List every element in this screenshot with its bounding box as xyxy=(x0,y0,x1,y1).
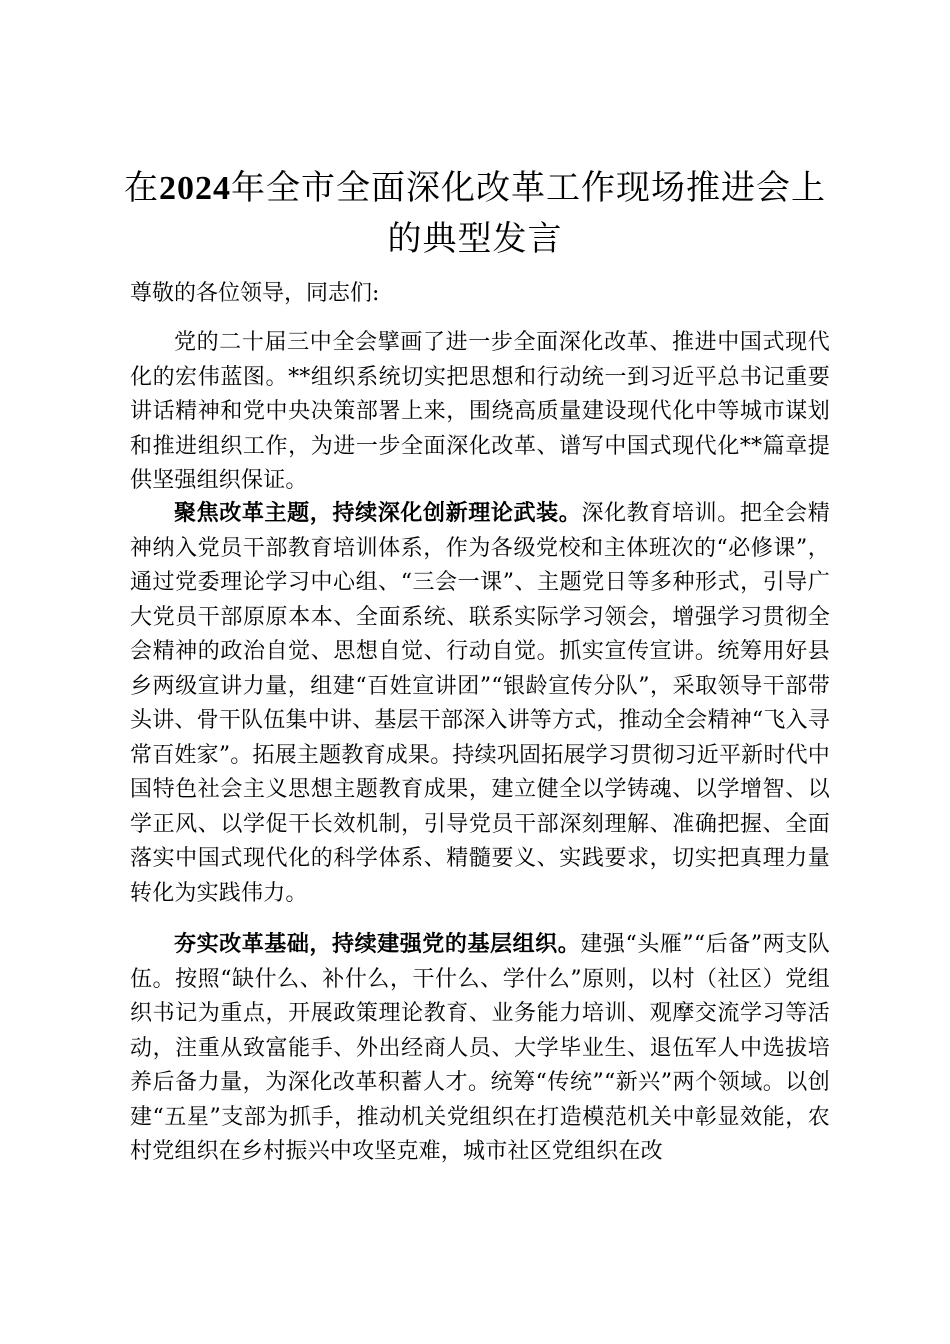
paragraph-body: 深化教育培训。把全会精神纳入党员干部教育培训体系，作为各级党校和主体班次的“必修课”，通过党委理论学习中心组、“三会一课”、主题党日等多种形式，引导广大党员干部原原本本、全面系统、联系实际学习领会，增强学习贯彻全会精神的政治自觉、思想自觉、行动自觉。抓实宣传宣讲。统筹用好县乡两级宣讲力量，组建“百姓宣讲团”“银龄宣传分队”，采取领导干部带头讲、骨干队伍集中讲、基层干部深入讲等方式，推动全会精神“飞入寻常百姓家”。拓展主题教育成果。持续巩固拓展学习贯彻习近平新时代中国特色社会主义思想主题教育成果，建立健全以学铸魂、以学增智、以学正风、以学促干长效机制，引导党员干部深刻理解、准确把握、全面落实中国式现代化的科学体系、精髓要义、实践要求，切实把真理力量转化为实践伟力。 xyxy=(130,501,830,906)
title-year: 2024 xyxy=(159,170,231,207)
paragraph-body: 党的二十届三中全会擘画了进一步全面深化改革、推进中国式现代化的宏伟蓝图。**组织系统切实把思想和行动统一到习近平总书记重要讲话精神和党中央决策部署上来，围绕高质量建设现代化中等城市谋划和推进组织工作，为进一步全面深化改革、谱写中国式现代化**篇章提供坚强组织保证。 xyxy=(130,330,830,493)
paragraph-intro xyxy=(130,326,830,499)
title-rest: 年全市全面深化改革工作现场推进会上的典型发言 xyxy=(231,168,826,259)
paragraph-lead: 聚焦改革主题，持续深化创新理论武装。 xyxy=(174,500,582,526)
paragraph-body: 建强“头雁”“后备”两支队伍。按照“缺什么、补什么，干什么、学什么”原则，以村（社区）党组织书记为重点，开展政策理论教育、业务能力培训、观摩交流学习等活动，注重从致富能手、外出经商人员、大学毕业生、退伍军人中选拔培养后备力量，为深化改革积蓄人才。统筹“传统”“新兴”两个领域。以创建“五星”支部为抓手，推动机关党组织在打造模范机关中彰显效能，农村党组织在乡村振兴中攻坚克难，城市社区党组织在改 xyxy=(130,932,830,1164)
document-title xyxy=(120,163,830,264)
paragraph-theory xyxy=(130,496,830,911)
title-prefix: 在 xyxy=(124,168,159,208)
paragraph-lead: 夯实改革基础，持续建强党的基层组织。 xyxy=(174,931,581,957)
paragraph-grassroots xyxy=(130,927,830,1170)
salutation: 尊敬的各位领导，同志们: xyxy=(130,281,380,306)
